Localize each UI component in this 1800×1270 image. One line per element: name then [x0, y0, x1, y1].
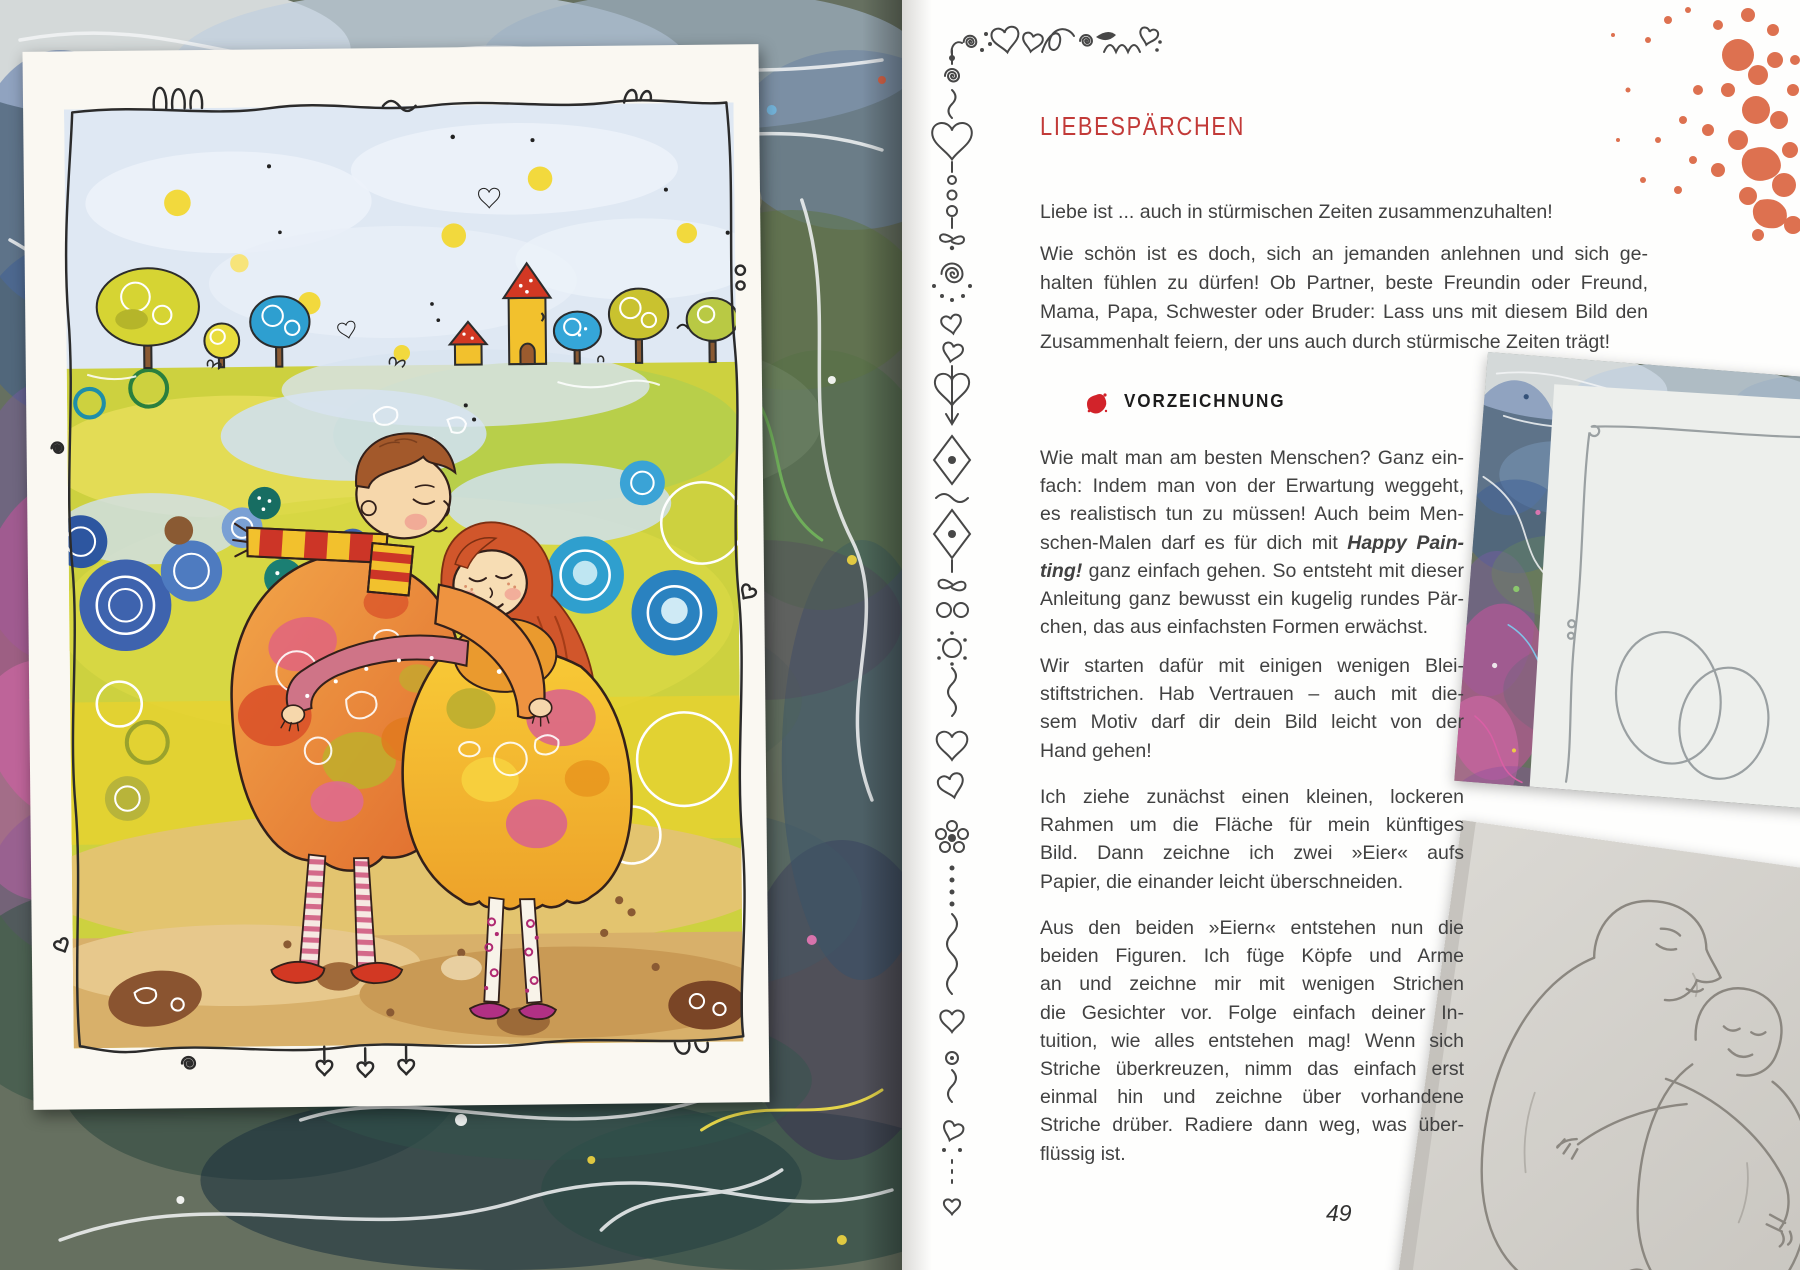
- paragraph-vorzeichnung-4: [1040, 914, 1464, 1168]
- text-line: halten fühlen zu dürfen! Ob Partner, beste Freundin oder Freund,: [1040, 272, 1648, 295]
- pencil-sketch-two-overlapping-eggs: [1454, 352, 1800, 810]
- man-red-shoe: [271, 962, 324, 984]
- paragraph-vorzeichnung-3: [1040, 783, 1464, 896]
- page-number: 49: [1326, 1200, 1352, 1226]
- watercolor-painting-paper: [22, 44, 769, 1110]
- text-line: Rahmen um die Fläche für mein künftiges: [1040, 814, 1464, 837]
- right-page: [902, 0, 1800, 1270]
- frame-heart-icon: [53, 937, 71, 954]
- hanging-hearts-icon: [316, 1046, 414, 1077]
- text-line: fach: Indem man von der Erwartung weggeht,: [1040, 475, 1464, 498]
- text-line: Wie schön ist es doch, sich an jemanden anlehnen und sich ge-: [1040, 243, 1648, 265]
- frame-loop-doodles: [154, 87, 203, 108]
- orange-paint-splatter-icon: [1588, 0, 1800, 248]
- text-line: Striche drüber. Radiere dann weg, was über-: [1040, 1114, 1464, 1137]
- text-line: schen-Malen darf es für dich mit Happy Pain-: [1040, 531, 1464, 554]
- text-line: Aus den beiden »Eiern« entstehen nun die: [1040, 917, 1464, 939]
- woman-shoe: [470, 1003, 509, 1019]
- small-house: [455, 344, 482, 365]
- frame-spiral-icon: [182, 1057, 195, 1069]
- woman-shoe: [519, 1004, 556, 1020]
- text-line: Bild. Dann zeichne ich zwei »Eier« aufs: [1040, 842, 1464, 865]
- text-line: ting! ganz einfach gehen. So entsteht mit dieser: [1040, 559, 1464, 582]
- man-hand: [529, 698, 552, 717]
- text-line: einmal hin und zeichne über vorhandene: [1040, 1086, 1464, 1109]
- text-line: es realistisch tun zu müssen! Auch beim Men-: [1040, 503, 1464, 526]
- frame-spiral-icon: [52, 443, 64, 453]
- text-line: die Gesichter vor. Folge einfach deiner In-: [1040, 1001, 1464, 1024]
- watercolor-hugging-couple-painting: [22, 44, 769, 1110]
- text-line: tuition, wie alles entstehen mag! Wenn sich: [1040, 1029, 1464, 1052]
- page-gutter-shadow: [862, 0, 902, 1270]
- text-line: Striche überkreuzen, nimm das einfach erst: [1040, 1058, 1464, 1081]
- text-line: Mama, Papa, Schwester oder Bruder: Lass uns mit diesem Bild den: [1040, 301, 1648, 324]
- red-paint-splat-icon: [1086, 392, 1108, 416]
- text-line: flüssig ist.: [1040, 1142, 1126, 1165]
- text-line: Wir starten dafür mit einigen wenigen Blei-: [1040, 655, 1464, 677]
- text-line: Ich ziehe zunächst einen kleinen, lockeren: [1040, 786, 1464, 808]
- text-line: chen, das aus einfachsten Formen erwächst.: [1040, 616, 1429, 639]
- text-line: Anleitung ganz bewusst ein kugelig rundes Pär-: [1040, 588, 1464, 611]
- text-line: Papier, die einander leicht überschneiden.: [1040, 870, 1404, 893]
- hearts-doodle-chain-icon: [918, 48, 990, 1238]
- flower-doodle-icon: [936, 821, 968, 852]
- text-line: beiden Figuren. Ich füge Köpfe und Arme: [1040, 945, 1464, 968]
- paragraph-vorzeichnung-1: [1040, 444, 1464, 641]
- lead-paragraph: [1040, 240, 1648, 357]
- intro-line: Liebe ist ... auch in stürmischen Zeiten zusammenzuhalten!: [1040, 200, 1553, 223]
- text-line: Wie malt man am besten Menschen? Ganz ein-: [1040, 447, 1464, 469]
- text-line: Hand gehen!: [1040, 739, 1152, 762]
- text-line: sem Motiv darf dir dein Bild leicht von der: [1040, 711, 1464, 734]
- text-line: stiftstrichen. Hab Vertrauen – auch mit die-: [1040, 683, 1464, 706]
- photo-sketch-eggs: [1454, 352, 1800, 810]
- text-line: Zusammenhalt feiern, der uns auch durch stürmische Zeiten trägt!: [1040, 330, 1611, 353]
- section-title: VORZEICHNUNG: [1124, 391, 1286, 411]
- page-title: LIEBESPÄRCHEN: [1040, 111, 1246, 142]
- paragraph-vorzeichnung-2: [1040, 652, 1464, 765]
- text-line: an und zeichne mir mit wenigen Strichen: [1040, 973, 1464, 996]
- frame-heart-icon: [738, 583, 758, 602]
